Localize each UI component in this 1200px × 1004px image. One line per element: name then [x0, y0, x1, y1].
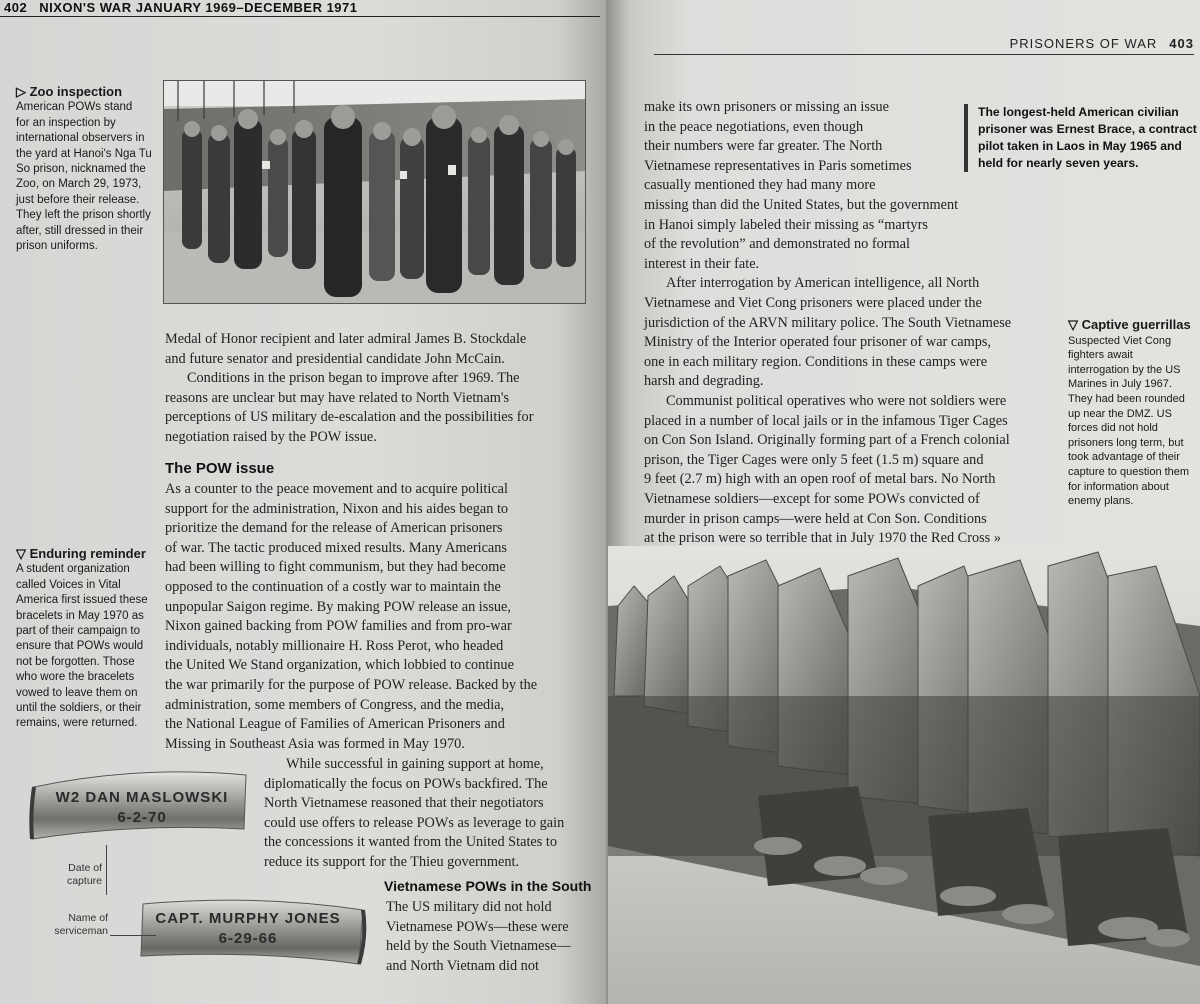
backfire-line: diplomatically the focus on POWs backfired. The	[264, 775, 548, 792]
guerrilla-caption-line: up near the DMZ. US	[1068, 407, 1172, 420]
guerrilla-caption-line: forces did not hold	[1068, 422, 1158, 435]
reminder-caption	[16, 546, 162, 732]
guerrilla-caption-line: capture to question them	[1068, 465, 1190, 478]
label-date-line: Date of	[68, 862, 102, 874]
guerrilla-caption-title: ▽ Captive guerrillas	[1068, 317, 1191, 332]
leader-line	[110, 935, 156, 936]
para2-line: jurisdiction of the ARVN military police. The South Vietnamese	[644, 314, 1012, 331]
body-text-right-wide	[644, 196, 1069, 549]
guerrilla-caption-line: prisoners long term, but	[1068, 436, 1184, 449]
col-line: casually mentioned they had many more	[644, 177, 876, 194]
pow-line: Missing in Southeast Asia was formed in May 1970.	[165, 735, 465, 752]
bracelet2-name: CAPT. MURPHY JONES	[155, 910, 341, 927]
running-title-right: PRISONERS OF WAR	[1009, 36, 1158, 51]
body-text-right-top	[644, 98, 974, 196]
guerrilla-caption-line: They had been rounded	[1068, 392, 1185, 405]
bracelet-dan-maslowski	[28, 765, 250, 845]
zoo-caption-line: Zoo, on March 29, 1973,	[16, 178, 142, 191]
pow-line: Nixon gained backing from POW families and from pro-war	[165, 618, 512, 635]
running-header-left	[0, 0, 600, 17]
bracelet1-name: W2 DAN MASLOWSKI	[55, 789, 229, 806]
col-line: Vietnamese representatives in Paris sometimes	[644, 157, 912, 174]
pow-line: the National League of Families of American Prisoners and	[165, 716, 505, 733]
reminder-caption-line: part of their campaign to	[16, 625, 141, 638]
reminder-caption-title: ▽ Enduring reminder	[16, 546, 146, 561]
pow-issue-text	[165, 480, 590, 754]
col-line: make its own prisoners or missing an issue	[644, 99, 890, 115]
para3-line: Communist political operatives who were not soldiers were	[666, 392, 1007, 409]
label-date-line: capture	[66, 875, 102, 887]
guerrilla-photo-drawing	[608, 546, 1200, 1004]
zoo-photo-drawing	[164, 81, 585, 303]
pull-quote	[964, 104, 1200, 172]
bracelet1-date: 6-2-70	[117, 809, 167, 826]
page-number-left: 402	[4, 0, 28, 15]
pow-line: support for the administration, Nixon and his aides began to	[165, 500, 509, 517]
bracelet2-date: 6-29-66	[218, 930, 278, 947]
para-line: Conditions in the prison began to improve after 1969. The	[187, 370, 520, 387]
zoo-caption-line: They left the prison shortly	[16, 209, 151, 222]
zoo-inspection-photo	[163, 80, 586, 304]
para3-line: murder in prison camps—were held at Con Son. Conditions	[644, 510, 987, 527]
viet-line: held by the South Vietnamese—	[386, 938, 571, 955]
col-line: in Hanoi simply labeled their missing as “martyrs	[644, 216, 928, 233]
pull-quote-line: held for nearly seven years.	[978, 156, 1139, 170]
zoo-caption-title: ▷ Zoo inspection	[16, 84, 123, 99]
zoo-caption-line: just before their release.	[16, 193, 140, 206]
pow-line: opposed to the continuation of a costly war to maintain the	[165, 578, 501, 595]
reminder-caption-line: called Voices in Vital	[16, 578, 121, 591]
para2-line: Vietnamese and Viet Cong prisoners were placed under the	[644, 294, 982, 311]
zoo-caption-line: prison uniforms.	[16, 240, 98, 253]
guerrilla-caption-line: took advantage of their	[1068, 451, 1180, 464]
zoo-caption-line: American POWs stand	[16, 101, 133, 114]
zoo-caption-line: international observers in	[16, 132, 145, 145]
vietnamese-pows-text	[386, 898, 596, 976]
col-line: their numbers were far greater. The North	[644, 138, 883, 155]
zoo-caption-line: after, still dressed in their	[16, 224, 144, 237]
backfire-text	[264, 755, 594, 873]
bracelet-murphy-jones	[137, 890, 367, 970]
guerrilla-caption	[1068, 318, 1196, 509]
right-page	[606, 0, 1200, 1004]
para-line: perceptions of US military de-escalation and the possibilities for	[165, 409, 534, 426]
pow-line: of war. The tactic produced mixed results. Many Americans	[165, 539, 507, 556]
guerrilla-caption-line: enemy plans.	[1068, 495, 1134, 508]
col-line: missing than did the United States, but the government	[644, 197, 959, 213]
vietnamese-pows-heading: Vietnamese POWs in the South	[384, 878, 592, 894]
para3-line: Vietnamese soldiers—except for some POWs convicted of	[644, 490, 980, 507]
guerrilla-caption-line: Marines in July 1967.	[1068, 378, 1172, 391]
zoo-caption-line: for an inspection by	[16, 116, 116, 129]
para3-line: at the prison were so terrible that in July 1970 the Red Cross »	[644, 530, 1001, 547]
body-text-left	[165, 330, 590, 448]
captive-guerrillas-photo	[608, 546, 1200, 1004]
viet-line: Vietnamese POWs—these were	[386, 918, 569, 935]
viet-line: and North Vietnam did not	[386, 957, 539, 974]
pow-line: individuals, notably millionaire H. Ross Perot, who headed	[165, 637, 504, 654]
backfire-line: While successful in gaining support at home,	[286, 756, 544, 772]
zoo-caption	[16, 84, 164, 254]
para-line: reasons are unclear but may have related to North Vietnam's	[165, 389, 510, 406]
pow-line: unpopular Saigon regime. By making POW release an issue,	[165, 598, 511, 615]
pow-line: the war primarily for the purpose of POW release. Backed by the	[165, 676, 538, 693]
viet-line: The US military did not hold	[386, 899, 552, 915]
para2-line: After interrogation by American intelligence, all North	[666, 275, 980, 292]
para2-line: Ministry of the Interior operated four prisoner of war camps,	[644, 334, 991, 351]
guerrilla-caption-line: Suspected Viet Cong	[1068, 334, 1172, 347]
reminder-caption-line: bracelets in May 1970 as	[16, 609, 144, 622]
reminder-caption-line: vowed to leave them on	[16, 686, 138, 699]
para-line: negotiation raised by the POW issue.	[165, 428, 377, 445]
zoo-caption-line: the yard at Hanoi's Nga Tu	[16, 147, 152, 160]
pow-line: prioritize the demand for the release of American prisoners	[165, 520, 503, 537]
backfire-line: North Vietnamese reasoned that their negotiators	[264, 795, 544, 812]
para2-line: one in each military region. Conditions in these camps were	[644, 353, 988, 370]
guerrilla-caption-line: for information about	[1068, 480, 1169, 493]
para2-line: harsh and degrading.	[644, 373, 764, 390]
pow-line: the United We Stand organization, which lobbied to continue	[165, 657, 514, 674]
reminder-caption-line: America first issued these	[16, 594, 148, 607]
para3-line: prison, the Tiger Cages were only 5 feet (1.5 m) square and	[644, 451, 984, 468]
reminder-caption-line: ensure that POWs would	[16, 640, 144, 653]
intro-line: Medal of Honor recipient and later admiral James B. Stockdale	[165, 331, 527, 347]
para3-line: 9 feet (2.7 m) high with an open roof of metal bars. No North	[644, 471, 996, 488]
backfire-line: the concessions it wanted from the United States to	[264, 834, 558, 851]
col-line: interest in their fate.	[644, 255, 760, 272]
pull-quote-line: pilot taken in Laos in May 1965 and	[978, 139, 1182, 153]
guerrilla-caption-line: fighters await	[1068, 349, 1133, 362]
para3-line: on Con Son Island. Originally forming part of a French colonial	[644, 432, 1010, 449]
reminder-caption-line: who wore the bracelets	[16, 671, 135, 684]
reminder-caption-line: not be forgotten. Those	[16, 655, 135, 668]
backfire-line: reduce its support for the Thieu government.	[264, 853, 520, 870]
leader-line	[106, 845, 107, 895]
zoo-caption-line: So prison, nicknamed the	[16, 163, 146, 176]
reminder-caption-line: until the soldiers, or their	[16, 702, 142, 715]
col-line: in the peace negotiations, even though	[644, 118, 864, 135]
label-name-of-serviceman	[30, 912, 108, 938]
pull-quote-line: prisoner was Ernest Brace, a contract	[978, 122, 1197, 136]
label-date-of-capture	[40, 862, 102, 888]
running-title-left: NIXON'S WAR JANUARY 1969–DECEMBER 1971	[39, 0, 358, 15]
label-name-line: Name of	[68, 912, 108, 924]
page-number-right: 403	[1169, 36, 1194, 51]
intro-line: and future senator and presidential candidate John McCain.	[165, 350, 505, 367]
running-header-right	[654, 36, 1194, 55]
pow-line: As a counter to the peace movement and to acquire political	[165, 481, 508, 497]
col-line: of the revolution” and demonstrated no formal	[644, 236, 911, 253]
pow-issue-heading: The POW issue	[165, 460, 275, 477]
label-name-line: serviceman	[54, 925, 108, 937]
pow-line: had been willing to fight communism, but they had become	[165, 559, 506, 576]
reminder-caption-line: remains, were returned.	[16, 717, 138, 730]
para3-line: placed in a number of local jails or in the infamous Tiger Cages	[644, 412, 1008, 429]
backfire-line: could use offers to release POWs as leverage to gain	[264, 814, 565, 831]
guerrilla-caption-line: interrogation by the US	[1068, 363, 1181, 376]
pow-line: administration, some members of Congress, and the media,	[165, 696, 505, 713]
pull-quote-line: The longest-held American civilian	[978, 105, 1179, 119]
reminder-caption-line: A student organization	[16, 563, 130, 576]
